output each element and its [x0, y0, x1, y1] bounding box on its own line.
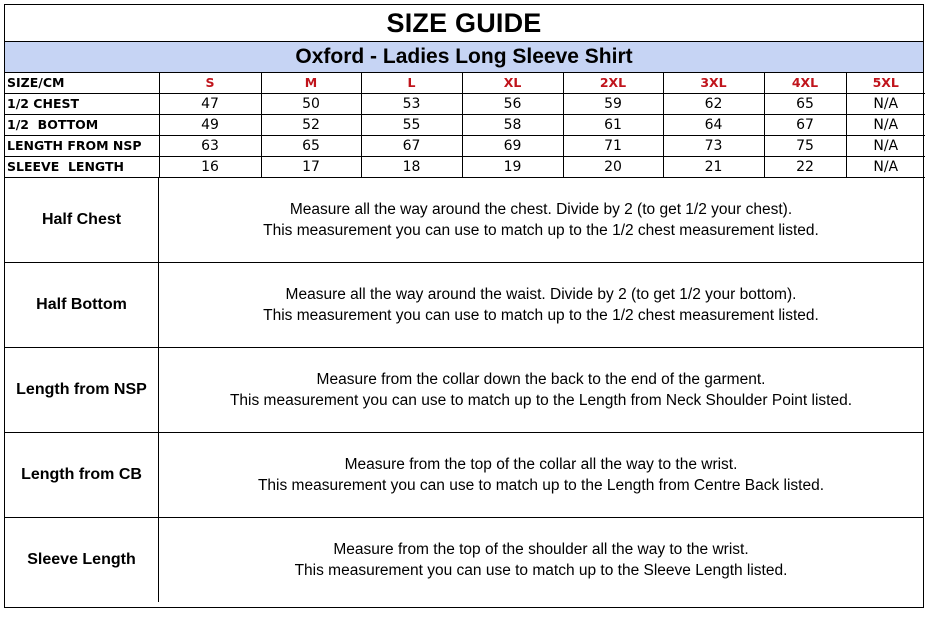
instruction-line: Measure from the collar down the back to the end of the garment. [316, 371, 766, 388]
instruction-label: Half Chest [5, 178, 159, 262]
table-cell: 55 [361, 115, 462, 136]
row-label-half-bottom: 1/2 BOTTOM [5, 115, 159, 136]
instruction-row-length-from-cb [5, 433, 923, 518]
table-row [5, 136, 925, 157]
instruction-text [159, 178, 923, 262]
table-cell: 67 [361, 136, 462, 157]
instruction-row-length-from-nsp [5, 348, 923, 433]
instruction-row-sleeve-length [5, 518, 923, 602]
instruction-text [159, 263, 923, 347]
table-cell: 53 [361, 94, 462, 115]
table-cell: 19 [462, 157, 563, 178]
size-header-2xl: 2XL [563, 73, 663, 94]
table-cell: 22 [764, 157, 846, 178]
table-cell: 73 [663, 136, 764, 157]
table-cell: 75 [764, 136, 846, 157]
instruction-line: This measurement you can use to match up to the Length from Neck Shoulder Point listed. [229, 392, 853, 409]
instruction-row-half-chest [5, 178, 923, 263]
instruction-line: This measurement you can use to match up to the 1/2 chest measurement listed. [263, 222, 819, 239]
table-cell: 16 [159, 157, 261, 178]
table-cell: 61 [563, 115, 663, 136]
table-cell: 69 [462, 136, 563, 157]
instruction-line: Measure from the top of the collar all the way to the wrist. [344, 456, 738, 473]
table-cell: 47 [159, 94, 261, 115]
size-table [5, 73, 925, 178]
table-cell: N/A [846, 115, 925, 136]
instruction-row-half-bottom [5, 263, 923, 348]
instruction-line: This measurement you can use to match up to the Sleeve Length listed. [294, 562, 788, 579]
instruction-label: Half Bottom [5, 263, 159, 347]
page-title: SIZE GUIDE [5, 5, 923, 42]
size-header-m: M [261, 73, 361, 94]
size-header-5xl: 5XL [846, 73, 925, 94]
measurement-instructions [5, 178, 923, 602]
instruction-label: Length from CB [5, 433, 159, 517]
table-cell: 49 [159, 115, 261, 136]
instruction-line: This measurement you can use to match up to the Length from Centre Back listed. [257, 477, 825, 494]
table-cell: 50 [261, 94, 361, 115]
table-cell: 20 [563, 157, 663, 178]
table-cell: N/A [846, 157, 925, 178]
table-cell: 62 [663, 94, 764, 115]
table-cell: 21 [663, 157, 764, 178]
table-cell: 18 [361, 157, 462, 178]
instruction-text [159, 518, 923, 602]
instruction-text [159, 433, 923, 517]
size-header-xl: XL [462, 73, 563, 94]
table-cell: 67 [764, 115, 846, 136]
table-row [5, 94, 925, 115]
size-header-3xl: 3XL [663, 73, 764, 94]
product-subtitle: Oxford - Ladies Long Sleeve Shirt [5, 42, 923, 73]
instruction-label: Sleeve Length [5, 518, 159, 602]
instruction-label: Length from NSP [5, 348, 159, 432]
instruction-line: Measure all the way around the chest. Divide by 2 (to get 1/2 your chest). [289, 201, 793, 218]
instruction-line: Measure all the way around the waist. Divide by 2 (to get 1/2 your bottom). [285, 286, 797, 303]
table-cell: 58 [462, 115, 563, 136]
table-row [5, 115, 925, 136]
size-cm-header: SIZE/CM [5, 73, 159, 94]
table-cell: N/A [846, 94, 925, 115]
table-row [5, 157, 925, 178]
size-header-4xl: 4XL [764, 73, 846, 94]
table-cell: 65 [261, 136, 361, 157]
row-label-half-chest: 1/2 CHEST [5, 94, 159, 115]
table-cell: 17 [261, 157, 361, 178]
instruction-line: Measure from the top of the shoulder all the way to the wrist. [333, 541, 749, 558]
row-label-sleeve-length: SLEEVE LENGTH [5, 157, 159, 178]
size-header-s: S [159, 73, 261, 94]
table-cell: 63 [159, 136, 261, 157]
table-cell: 52 [261, 115, 361, 136]
size-header-row [5, 73, 925, 94]
row-label-length-from-nsp: LENGTH FROM NSP [5, 136, 159, 157]
instruction-text [159, 348, 923, 432]
instruction-line: This measurement you can use to match up to the 1/2 chest measurement listed. [263, 307, 819, 324]
table-cell: 56 [462, 94, 563, 115]
table-cell: N/A [846, 136, 925, 157]
table-cell: 64 [663, 115, 764, 136]
table-cell: 71 [563, 136, 663, 157]
table-cell: 59 [563, 94, 663, 115]
size-header-l: L [361, 73, 462, 94]
table-cell: 65 [764, 94, 846, 115]
size-guide [4, 4, 924, 608]
